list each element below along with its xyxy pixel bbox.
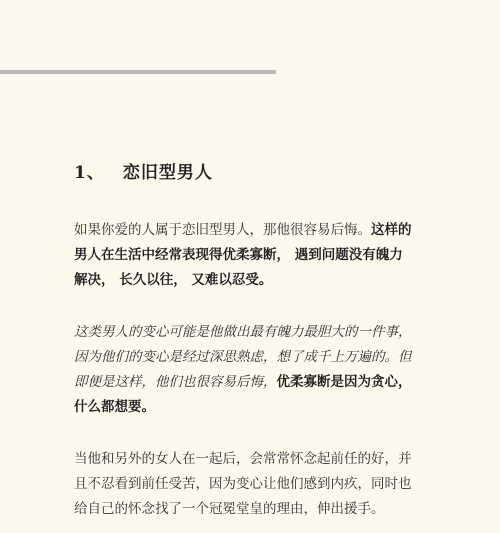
bold-text: 解决， 长久以往， 又难以忍受。 [74,272,273,288]
text-line [74,472,434,497]
bold-text: 优柔寡断是因为贪心， [276,374,412,390]
bold-text: 男人在生活中经常表现得优柔寡断， 遇到问题没有魄力 [74,247,403,263]
body-text: 当他和另外的女人在一起后，会常常怀念起前任的好，并 [74,451,412,467]
body-text: 给自己的怀念找了一个冠冕堂皇的理由，伸出援手。 [74,501,385,517]
text-line [74,320,434,345]
text-line [74,497,434,522]
bold-text: 什么都想要。 [74,399,155,415]
text-line [74,395,434,420]
italic-text: 因为他们的变心是经过深思熟虑，想了成千上万遍的。但 [74,349,412,365]
text-line [74,218,434,243]
section-heading [74,158,213,183]
text-line [74,268,434,293]
bold-text: 这样的 [371,222,412,238]
italic-text: 即便是这样，他们也很容易后悔， [74,374,277,390]
text-line [74,370,434,395]
text-line [74,243,434,268]
section-title: 恋旧型男人 [122,163,213,183]
paragraph-1 [74,218,434,293]
italic-text: 这类男人的变心可能是他做出最有魄力最胆大的一件事， [74,324,412,340]
paragraph-2 [74,320,434,420]
section-number: 1、 [74,163,105,183]
body-text: 如果你爱的人属于恋旧型男人，那他很容易后悔。 [74,222,371,238]
top-divider [0,70,276,74]
body-text: 且不忍看到前任受苦，因为变心让他们感到内疚，同时也 [74,476,412,492]
paragraph-3 [74,447,434,522]
text-line [74,345,434,370]
text-line [74,447,434,472]
